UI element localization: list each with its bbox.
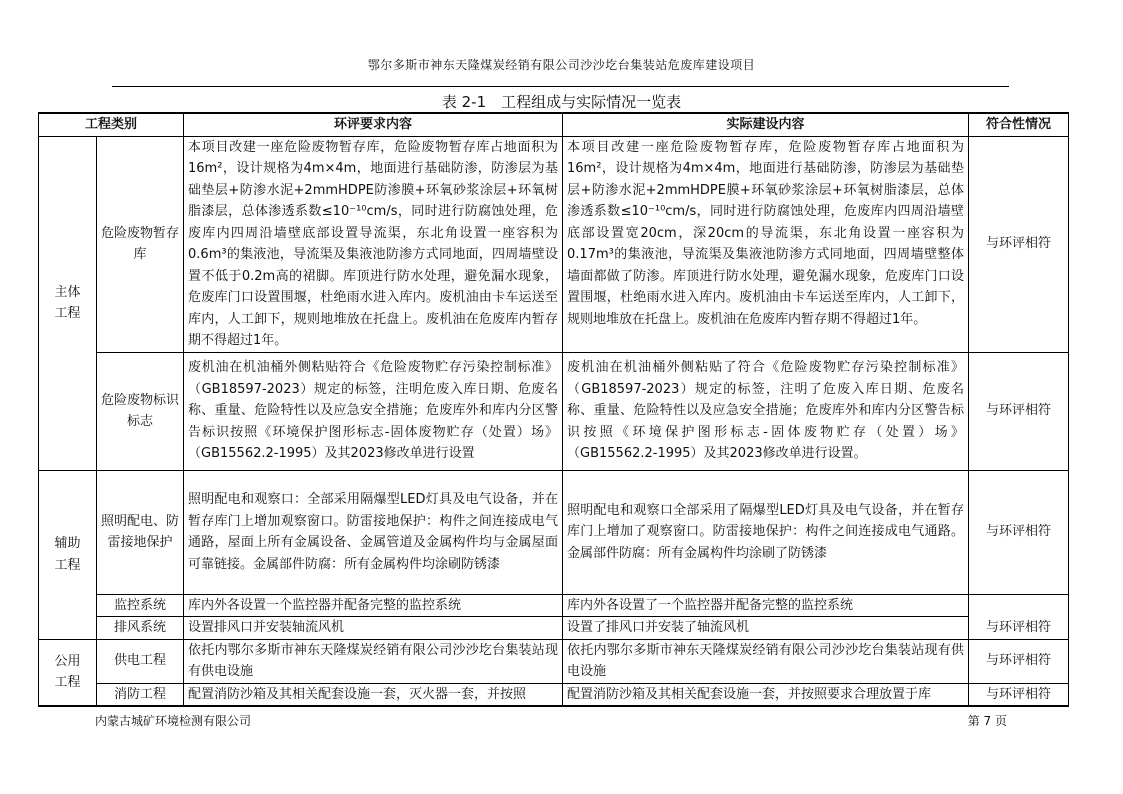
subcategory-cell: 监控系统	[97, 594, 184, 617]
actual-cell: 设置了排风口并安装了轴流风机	[563, 617, 969, 640]
footer-company: 内蒙古城矿环境检测有限公司	[95, 714, 252, 728]
table-row	[39, 683, 1069, 706]
actual-cell: 本项目改建一座危险废物暂存库，危险废物暂存库占地面积为16m²，设计规格为4m×4m，地面进行基础防渗，防渗层为基础垫层+防渗水泥+2mmHDPE膜+环氧砂浆涂层+环氧树脂漆层，总体渗透系数≤10⁻¹⁰cm/s，同时进行防腐蚀处理，危废库内四周沿墙壁底部设置宽20cm，深20cm的导流渠，东北角设置一座容积为0.17m³的集液池，导流渠及集液池防渗方式同地面，四周墙壁整体墙面都做了防渗。库顶进行防水处理，避免漏水现象，危废库门口设置围堰，杜绝雨水进入库内。废机油由卡车运送至库内，人工卸下，规则地堆放在托盘上。废机油在危废库内暂存期不得超过1年。	[563, 136, 969, 352]
table-row	[39, 352, 1069, 470]
subcategory-cell: 照明配电、防雷接地保护	[97, 470, 184, 594]
subcategory-cell: 危险废物暂存库	[97, 136, 184, 352]
requirement-cell: 废机油在机油桶外侧粘贴符合《危险废物贮存污染控制标准》（GB18597-2023）规定的标签，注明危废入库日期、危废名称、重量、危险特性以及应急安全措施；危废库外和库内分区警告标识按照《环境保护图形标志-固体废物贮存（处置）场》（GB15562.2-1995）及其2023修改单进行设置	[184, 352, 563, 470]
requirement-cell: 设置排风口并安装轴流风机	[184, 617, 563, 640]
compliance-cell: 与环评相符	[969, 352, 1069, 470]
category-cell: 主体 工程	[39, 136, 97, 470]
document-header-title: 鄂尔多斯市神东天隆煤炭经销有限公司沙沙圪台集装站危废库建设项目	[367, 58, 756, 72]
subcategory-cell: 排风系统	[97, 617, 184, 640]
requirement-cell: 照明配电和观察口：全部采用隔爆型LED灯具及电气设备，并在暂存库门上增加观察窗口。防雷接地保护：构件之间连接成电气通路，屋面上所有金属设备、金属管道及金属构件均与金属屋面可靠链接。金属部件防腐：所有金属构件均涂刷防锈漆	[184, 470, 563, 594]
actual-cell: 库内外各设置了一个监控器并配备完整的监控系统	[563, 594, 969, 617]
requirement-cell: 依托内鄂尔多斯市神东天隆煤炭经销有限公司沙沙圪台集装站现有供电设施	[184, 639, 563, 683]
header-actual: 实际建设内容	[563, 113, 969, 136]
subcategory-cell: 危险废物标识标志	[97, 352, 184, 470]
subcategory-cell: 供电工程	[97, 639, 184, 683]
header-requirement: 环评要求内容	[184, 113, 563, 136]
engineering-composition-table	[38, 112, 1069, 707]
table-row	[39, 136, 1069, 352]
actual-cell: 废机油在机油桶外侧粘贴了符合《危险废物贮存污染控制标准》（GB18597-2023）规定的标签，注明了危废入库日期、危废名称、重量、危险特性以及应急安全措施；危废库外和库内分区警告标识按照《环境保护图形标志-固体废物贮存（处置）场》（GB15562.2-1995）及其2023修改单进行设置。	[563, 352, 969, 470]
subcategory-cell: 消防工程	[97, 683, 184, 706]
category-cell: 公用 工程	[39, 639, 97, 706]
compliance-cell: 与环评相符	[969, 470, 1069, 594]
category-cell: 辅助 工程	[39, 470, 97, 639]
table-row	[39, 617, 1069, 640]
footer-divider	[95, 706, 1010, 707]
actual-cell: 照明配电和观察口全部采用了隔爆型LED灯具及电气设备，并在暂存库门上增加了观察窗口。防雷接地保护：构件之间连接成电气通路。金属部件防腐：所有金属构件均涂刷了防锈漆	[563, 470, 969, 594]
actual-cell: 依托内鄂尔多斯市神东天隆煤炭经销有限公司沙沙圪台集装站现有供电设施	[563, 639, 969, 683]
header-engineering-category: 工程类别	[39, 113, 184, 136]
requirement-cell: 库内外各设置一个监控器并配备完整的监控系统	[184, 594, 563, 617]
header-compliance: 符合性情况	[969, 113, 1069, 136]
table-row	[39, 639, 1069, 683]
table-row	[39, 594, 1069, 617]
compliance-cell: 与环评相符	[969, 683, 1069, 706]
compliance-cell: 与环评相符	[969, 136, 1069, 352]
header-divider	[112, 86, 1009, 87]
actual-cell: 配置消防沙箱及其相关配套设施一套，并按照要求合理放置于库	[563, 683, 969, 706]
page-number: 第 7 页	[967, 714, 1007, 728]
compliance-cell: 与环评相符	[969, 594, 1069, 639]
table-header-row	[39, 113, 1069, 136]
table-row	[39, 470, 1069, 594]
requirement-cell: 本项目改建一座危险废物暂存库，危险废物暂存库占地面积为16m²，设计规格为4m×4m，地面进行基础防渗，防渗层为基础垫层+防渗水泥+2mmHDPE防渗膜+环氧砂浆涂层+环氧树脂漆层，总体渗透系数≤10⁻¹⁰cm/s，同时进行防腐蚀处理，危废库内四周沿墙壁底部设置导流渠，东北角设置一座容积为0.6m³的集液池，导流渠及集液池防渗方式同地面，四周墙壁设置不低于0.2m高的裙脚。库顶进行防水处理，避免漏水现象，危废库门口设置围堰，杜绝雨水进入库内。废机油由卡车运送至库内，人工卸下，规则地堆放在托盘上。废机油在危废库内暂存期不得超过1年。	[184, 136, 563, 352]
requirement-cell: 配置消防沙箱及其相关配套设施一套，灭火器一套，并按照	[184, 683, 563, 706]
table-caption: 表 2-1 工程组成与实际情况一览表	[441, 93, 682, 111]
compliance-cell: 与环评相符	[969, 639, 1069, 683]
